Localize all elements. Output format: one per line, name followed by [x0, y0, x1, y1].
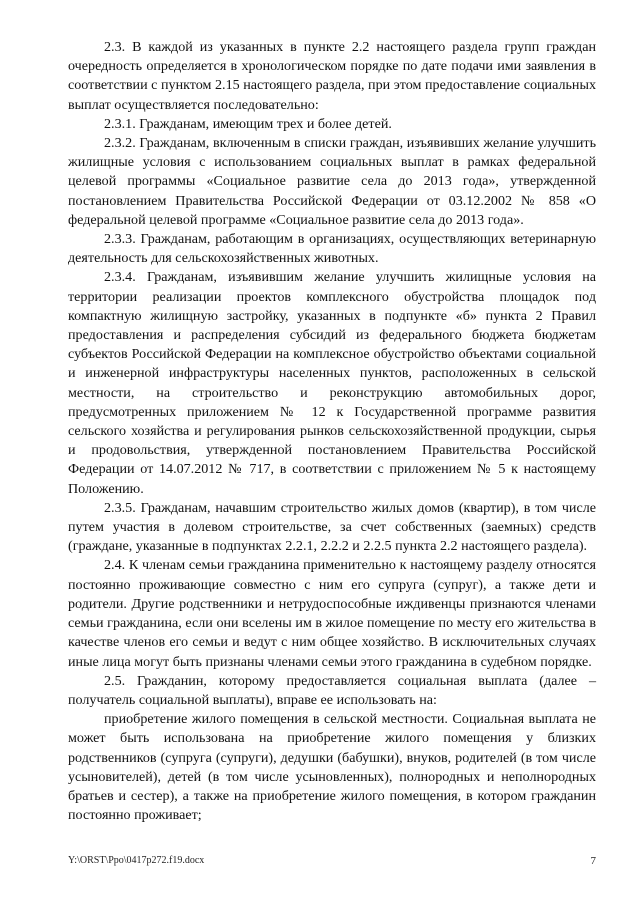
paragraph-2-3-5: 2.3.5. Гражданам, начавшим строительство жилых домов (квартир), в том числе путем участия в долевом строительстве, за счет собственных (заемных) средств (граждане, указанные в подпунктах 2.2.1, 2.2.2 и 2.2.5 пункта 2.2 настоящего раздела). — [68, 499, 596, 555]
paragraph-2-4: 2.4. К членам семьи гражданина применительно к настоящему разделу относятся постоянно проживающие совместно с ним его супруга (супруг), а также дети и родители. Другие родственники и нетрудоспособные иждивенцы признаются членами семьи гражданина, если они вселены им в жилое помещение по месту его жительства в качестве членов его семьи и ведут с ним общее хозяйство. В исключительных случаях иные лица могут быть признаны членами семьи этого гражданина в судебном порядке. — [68, 557, 596, 670]
footer-file-path: Y:\ORST\Ppo\0417p272.f19.docx — [68, 855, 205, 866]
paragraph-2-5: 2.5. Гражданин, которому предоставляется социальная выплата (далее – получатель социальной выплаты), вправе ее использовать на: — [68, 672, 596, 708]
document-body — [68, 38, 596, 825]
paragraph-2-5-purchase: приобретение жилого помещения в сельской местности. Социальная выплата не может быть использована на приобретение жилого помещения у близких родственников (супруга (супруги), дедушки (бабушки), внуков, родителей (в том числе усыновителей), детей (в том числе усыновленных), полнородных и неполнородных братьев и сестер), а также на приобретение жилого помещения, в котором гражданин постоянно проживает; — [68, 711, 596, 824]
paragraph-2-3-3: 2.3.3. Гражданам, работающим в организациях, осуществляющих ветеринарную деятельность для сельскохозяйственных животных. — [68, 231, 596, 267]
page-number: 7 — [590, 855, 596, 867]
paragraph-2-3-1: 2.3.1. Гражданам, имеющим трех и более детей. — [104, 115, 392, 132]
paragraph-2-3: 2.3. В каждой из указанных в пункте 2.2 настоящего раздела групп граждан очередность определяется в хронологическом порядке по дате подачи ими заявления в соответствии с пунктом 2.15 настоящего раздела, при этом предоставление социальных выплат осуществляется последовательно: — [68, 39, 596, 113]
paragraph-2-3-2: 2.3.2. Гражданам, включенным в списки граждан, изъявивших желание улучшить жилищные условия с использованием социальных выплат в рамках федеральной целевой программы «Социальное развитие села до 2013 года», утвержденной постановлением Правительства Российской Федерации от 03.12.2002 № 858 «О федеральной целевой программе «Социальное развитие села до 2013 года». — [68, 135, 596, 228]
paragraph-2-3-4: 2.3.4. Гражданам, изъявившим желание улучшить жилищные условия на территории реализации проектов комплексного обустройства площадок под компактную жилищную застройку, указанных в подпункте «б» пункта 2 Правил предоставления и распределения субсидий из федерального бюджета бюджетам субъектов Российской Федерации на комплексное обустройство объектами социальной и инженерной инфраструктуры населенных пунктов, расположенных в сельской местности, на строительство и реконструкцию автомобильных дорог, предусмотренных приложением № 12 к Государственной программе развития сельского хозяйства и регулирования рынков сельскохозяйственной продукции, сырья и продовольствия, утвержденной постановлением Правительства Российской Федерации от 14.07.2012 № 717, в соответствии с приложением № 5 к настоящему Положению. — [68, 269, 596, 497]
